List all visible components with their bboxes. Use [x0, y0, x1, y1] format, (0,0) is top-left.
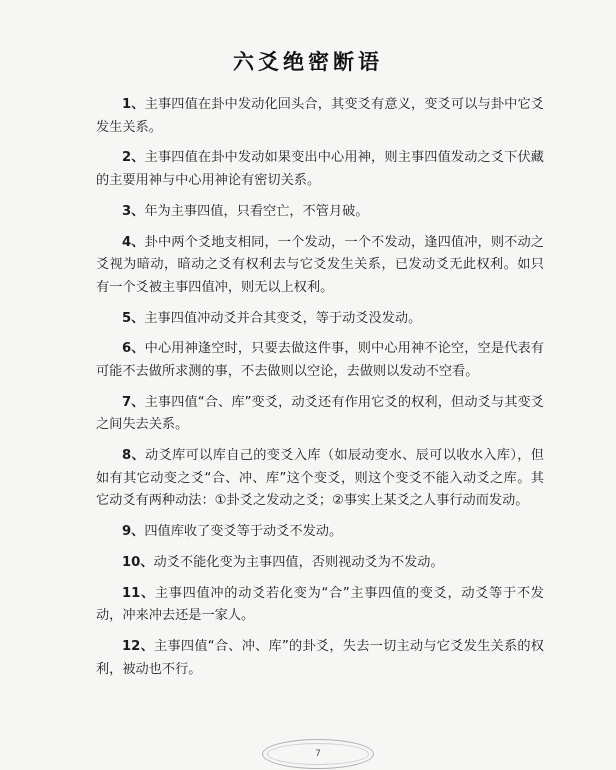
- rule-text: 年为主事四值，只看空亡，不管月破。: [144, 203, 369, 219]
- rule-number: 9、: [122, 524, 145, 539]
- rule-number: 4、: [122, 234, 145, 250]
- rule-text: 主事四值“合、库”变爻，动爻还有作用它爻的权利，但动爻与其变爻之间失去关系。: [96, 394, 544, 433]
- rule-item: [96, 392, 544, 437]
- rule-number: 7、: [122, 394, 145, 410]
- rule-text: 主事四值冲的动爻若化变为“合”主事四值的变爻，动爻等于不发动，冲来冲去还是一家人。: [96, 585, 544, 624]
- page-number-badge: [262, 739, 374, 769]
- rule-number: 5、: [122, 310, 145, 326]
- rule-item: [96, 552, 544, 575]
- rule-text: 动爻不能化变为主事四值，否则视动爻为不发动。: [153, 554, 444, 570]
- rule-item: [96, 583, 544, 628]
- rule-text: 四值库收了变爻等于动爻不发动。: [144, 524, 343, 539]
- rule-number: 1、: [122, 97, 145, 112]
- rule-number: 6、: [122, 341, 145, 357]
- rule-item: [96, 338, 544, 383]
- rule-text: 卦中两个爻地支相同，一个发动，一个不发动，逢四值冲，则不动之爻视为暗动，暗动之爻有权利去与它爻发生关系，已发动爻无此权利。如只有一个爻被主事四值冲，则无以上权利。: [96, 234, 544, 295]
- rule-item: [96, 521, 544, 544]
- rule-item: [96, 201, 544, 224]
- rule-text: 主事四值在卦中发动如果变出中心用神，则主事四值发动之爻下伏藏的主要用神与中心用神论有密切关系。: [96, 150, 544, 188]
- rule-text: 主事四值“合、冲、库”的卦爻，失去一切主动与它爻发生关系的权利，被动也不行。: [96, 638, 544, 677]
- rule-text: 主事四值在卦中发动化回头合，其变爻有意义，变爻可以与卦中它爻发生关系。: [96, 97, 544, 135]
- rule-number: 12、: [122, 638, 155, 654]
- rule-item: [96, 232, 544, 300]
- rule-item: [96, 94, 544, 139]
- rule-text: 动爻库可以库自己的变爻入库（如辰动变水、辰可以收水入库），但如有其它动变之爻“合、冲、库”这个变爻，则这个变爻不能入动爻之库。其它动爻有两种动法：①卦爻之发动之爻；②事实上某爻之人事行动而发动。: [96, 448, 544, 509]
- rule-item: [96, 147, 544, 192]
- rules-list: [96, 94, 544, 689]
- rule-item: [96, 445, 544, 513]
- rule-number: 11、: [122, 585, 155, 601]
- rule-number: 3、: [122, 203, 145, 219]
- rule-text: 主事四值冲动爻并合其变爻，等于动爻没发动。: [144, 310, 422, 326]
- page-title: 六爻绝密断语: [233, 50, 383, 74]
- rule-text: 中心用神逢空时，只要去做这件事，则中心用神不论空，空是代表有可能不去做所求测的事，不去做则以空论，去做则以发动不空看。: [96, 341, 544, 379]
- rule-item: [96, 636, 544, 681]
- rule-number: 8、: [122, 448, 146, 464]
- page-number: 7: [315, 749, 321, 759]
- rule-number: 2、: [122, 150, 145, 166]
- rule-item: [96, 308, 544, 331]
- rule-number: 10、: [122, 554, 154, 570]
